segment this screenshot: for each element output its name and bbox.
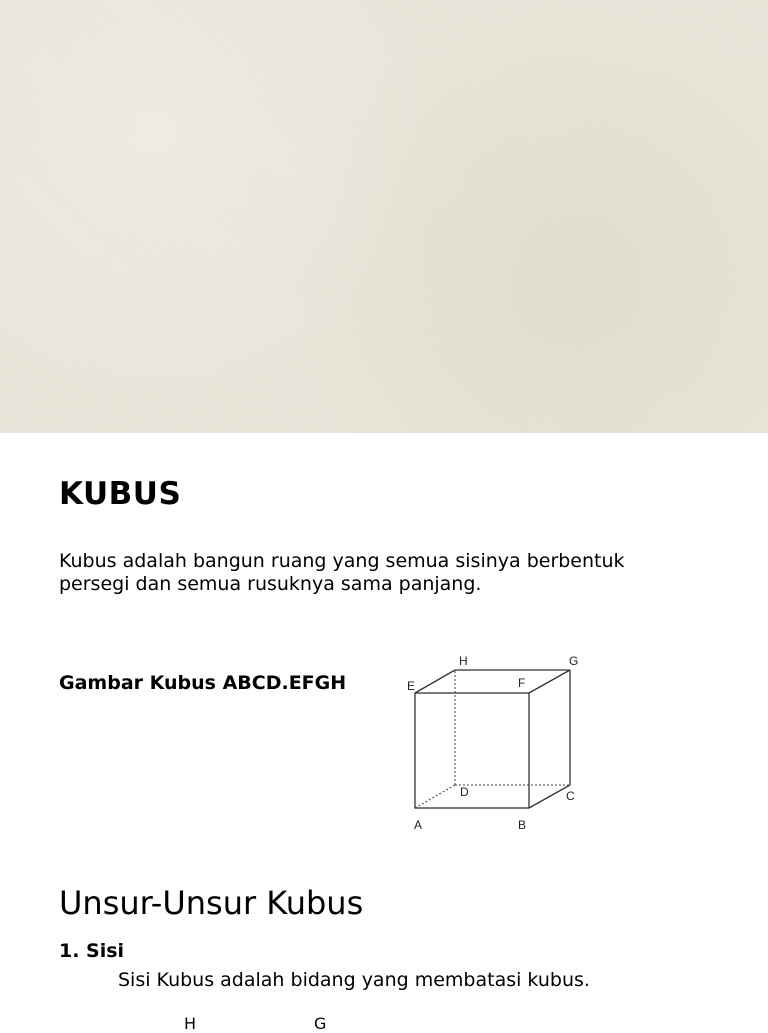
subsection-heading: 1. Sisi [59, 940, 125, 962]
section-heading: Unsur-Unsur Kubus [59, 884, 364, 922]
front-face [415, 693, 529, 808]
definition-paragraph [59, 550, 699, 596]
edge-fg [529, 670, 570, 693]
cover-texture [0, 0, 768, 433]
cutoff-label-h: H [184, 1014, 197, 1033]
vertex-label-d: D [460, 785, 469, 799]
cube-diagram [398, 650, 588, 835]
vertex-label-f: F [518, 676, 526, 690]
subsection-text: Sisi Kubus adalah bidang yang membatasi kubus. [118, 969, 590, 991]
vertex-label-h: H [459, 654, 468, 668]
vertex-label-e: E [407, 679, 416, 693]
vertex-label-c: C [566, 789, 575, 803]
figure-caption: Gambar Kubus ABCD.EFGH [59, 672, 347, 694]
cutoff-label-g: G [314, 1014, 327, 1033]
definition-line-1: Kubus adalah bangun ruang yang semua sisinya berbentuk [59, 550, 625, 572]
edge-ad [415, 785, 455, 808]
edge-eh [415, 670, 455, 693]
vertex-label-b: B [518, 818, 527, 832]
vertex-label-g: G [569, 654, 579, 668]
page-title: KUBUS [59, 476, 182, 512]
definition-line-2: persegi dan semua rusuknya sama panjang. [59, 573, 482, 595]
edge-bc [529, 785, 570, 808]
vertex-label-a: A [414, 818, 423, 832]
